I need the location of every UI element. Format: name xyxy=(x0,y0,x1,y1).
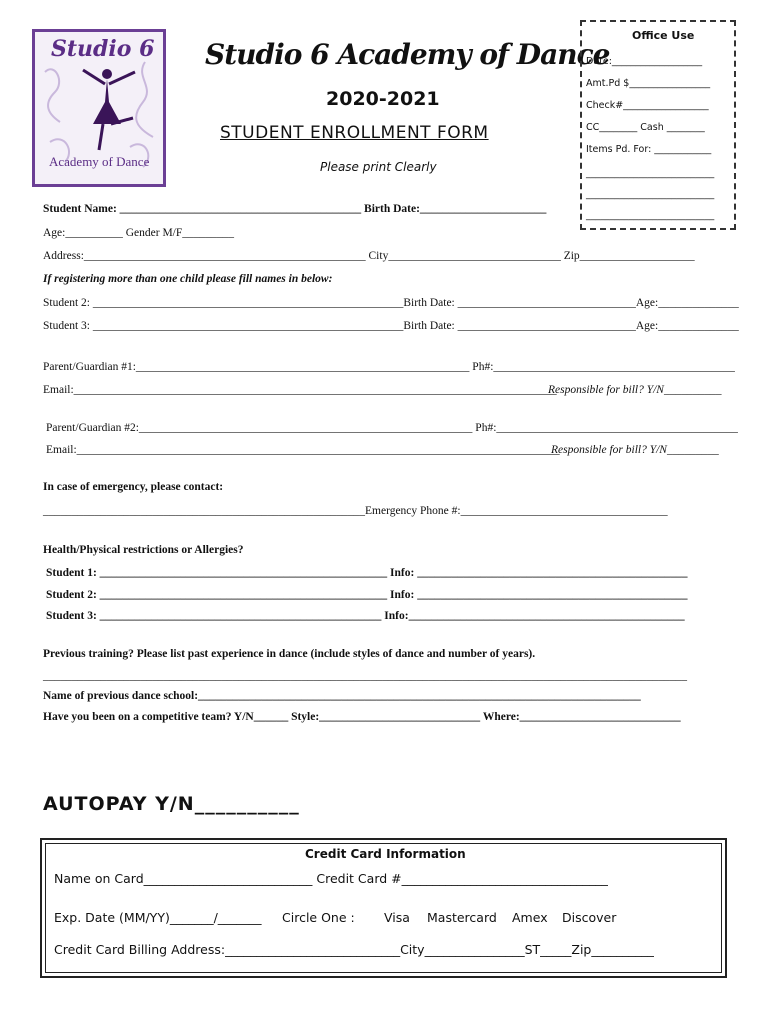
print-instruction: Please print Clearly xyxy=(320,160,437,174)
office-blank-line[interactable]: ___________________________ xyxy=(586,168,715,179)
exp-date-field[interactable]: Exp. Date (MM/YY)_______/_______ xyxy=(54,910,262,925)
logo-subtitle: Academy of Dance xyxy=(49,154,150,169)
parent-1-email-field[interactable]: Email:____________________________________________________________________________________ xyxy=(43,384,557,396)
student-name-field[interactable]: Student Name: __________________________________________ Birth Date:______________________ xyxy=(43,203,547,215)
logo-title: Studio 6 xyxy=(51,36,155,62)
multi-child-note: If registering more than one child please fill names in below: xyxy=(43,273,333,285)
circle-one-label: Circle One : xyxy=(282,910,355,925)
visa-option[interactable]: Visa xyxy=(384,910,410,925)
office-use-box xyxy=(580,20,736,230)
parent-2-responsible-field[interactable]: Responsible for bill? Y/N_________ xyxy=(551,444,719,456)
card-name-number-field[interactable]: Name on Card___________________________ Credit Card #_________________________________ xyxy=(54,871,608,886)
office-blank-line[interactable]: ___________________________ xyxy=(586,210,715,221)
office-amount-paid[interactable]: Amt.Pd $_________________ xyxy=(586,78,711,89)
autopay-field[interactable]: AUTOPAY Y/N__________ xyxy=(43,793,300,815)
emergency-contact-field[interactable]: ________________________________________________________Emergency Phone #:____________________________________ xyxy=(43,505,668,517)
health-student-2-field[interactable]: Student 2: __________________________________________________ Info: _______________________________________________ xyxy=(46,589,688,601)
studio-logo xyxy=(32,29,166,187)
office-date[interactable]: Date:___________________ xyxy=(586,56,703,67)
parent-1-field[interactable]: Parent/Guardian #1:__________________________________________________________ Ph#:__________________________________________ xyxy=(43,361,735,373)
age-gender-field[interactable]: Age:__________ Gender M/F_________ xyxy=(43,227,235,239)
form-title: STUDENT ENROLLMENT FORM xyxy=(220,123,489,143)
office-blank-line[interactable]: ___________________________ xyxy=(586,189,715,200)
health-student-3-field[interactable]: Student 3: _________________________________________________ Info:________________________________________________ xyxy=(46,610,685,622)
page-title: Studio 6 Academy of Dance xyxy=(205,38,610,71)
emergency-label: In case of emergency, please contact: xyxy=(43,481,224,493)
mastercard-option[interactable]: Mastercard xyxy=(427,910,497,925)
credit-card-heading: Credit Card Information xyxy=(305,847,466,861)
office-use-heading: Office Use xyxy=(632,29,695,42)
student-3-field[interactable]: Student 3: ______________________________________________________Birth Date: _______________________________Age:______________ xyxy=(43,320,739,332)
health-label: Health/Physical restrictions or Allergies? xyxy=(43,544,244,556)
discover-option[interactable]: Discover xyxy=(562,910,617,925)
health-student-1-field[interactable]: Student 1: __________________________________________________ Info: _______________________________________________ xyxy=(46,567,688,579)
office-check[interactable]: Check#__________________ xyxy=(586,100,709,111)
amex-option[interactable]: Amex xyxy=(512,910,548,925)
credit-card-box xyxy=(40,838,727,978)
parent-1-responsible-field[interactable]: Responsible for bill? Y/N__________ xyxy=(548,384,722,396)
billing-address-field[interactable]: Credit Card Billing Address:____________________________City________________ST_____Zip__________ xyxy=(54,942,654,957)
school-year: 2020-2021 xyxy=(326,88,440,110)
parent-2-email-field[interactable]: Email:____________________________________________________________________________________ xyxy=(46,444,560,456)
office-cc-cash[interactable]: CC________ Cash ________ xyxy=(586,122,705,133)
previous-school-field[interactable]: Name of previous dance school:_____________________________________________________________________________ xyxy=(43,690,641,702)
training-field[interactable]: ________________________________________________________________________________________________________________ xyxy=(43,670,687,682)
competitive-team-field[interactable]: Have you been on a competitive team? Y/N______ Style:____________________________ Where:____________________________ xyxy=(43,711,681,723)
student-2-field[interactable]: Student 2: ______________________________________________________Birth Date: _______________________________Age:______________ xyxy=(43,297,739,309)
office-items-paid[interactable]: Items Pd. For: ____________ xyxy=(586,144,712,155)
address-field[interactable]: Address:_________________________________________________ City______________________________ Zip____________________ xyxy=(43,250,695,262)
training-label: Previous training? Please list past experience in dance (include styles of dance and number of years). xyxy=(43,648,536,660)
parent-2-field[interactable]: Parent/Guardian #2:__________________________________________________________ Ph#:__________________________________________ xyxy=(46,422,738,434)
